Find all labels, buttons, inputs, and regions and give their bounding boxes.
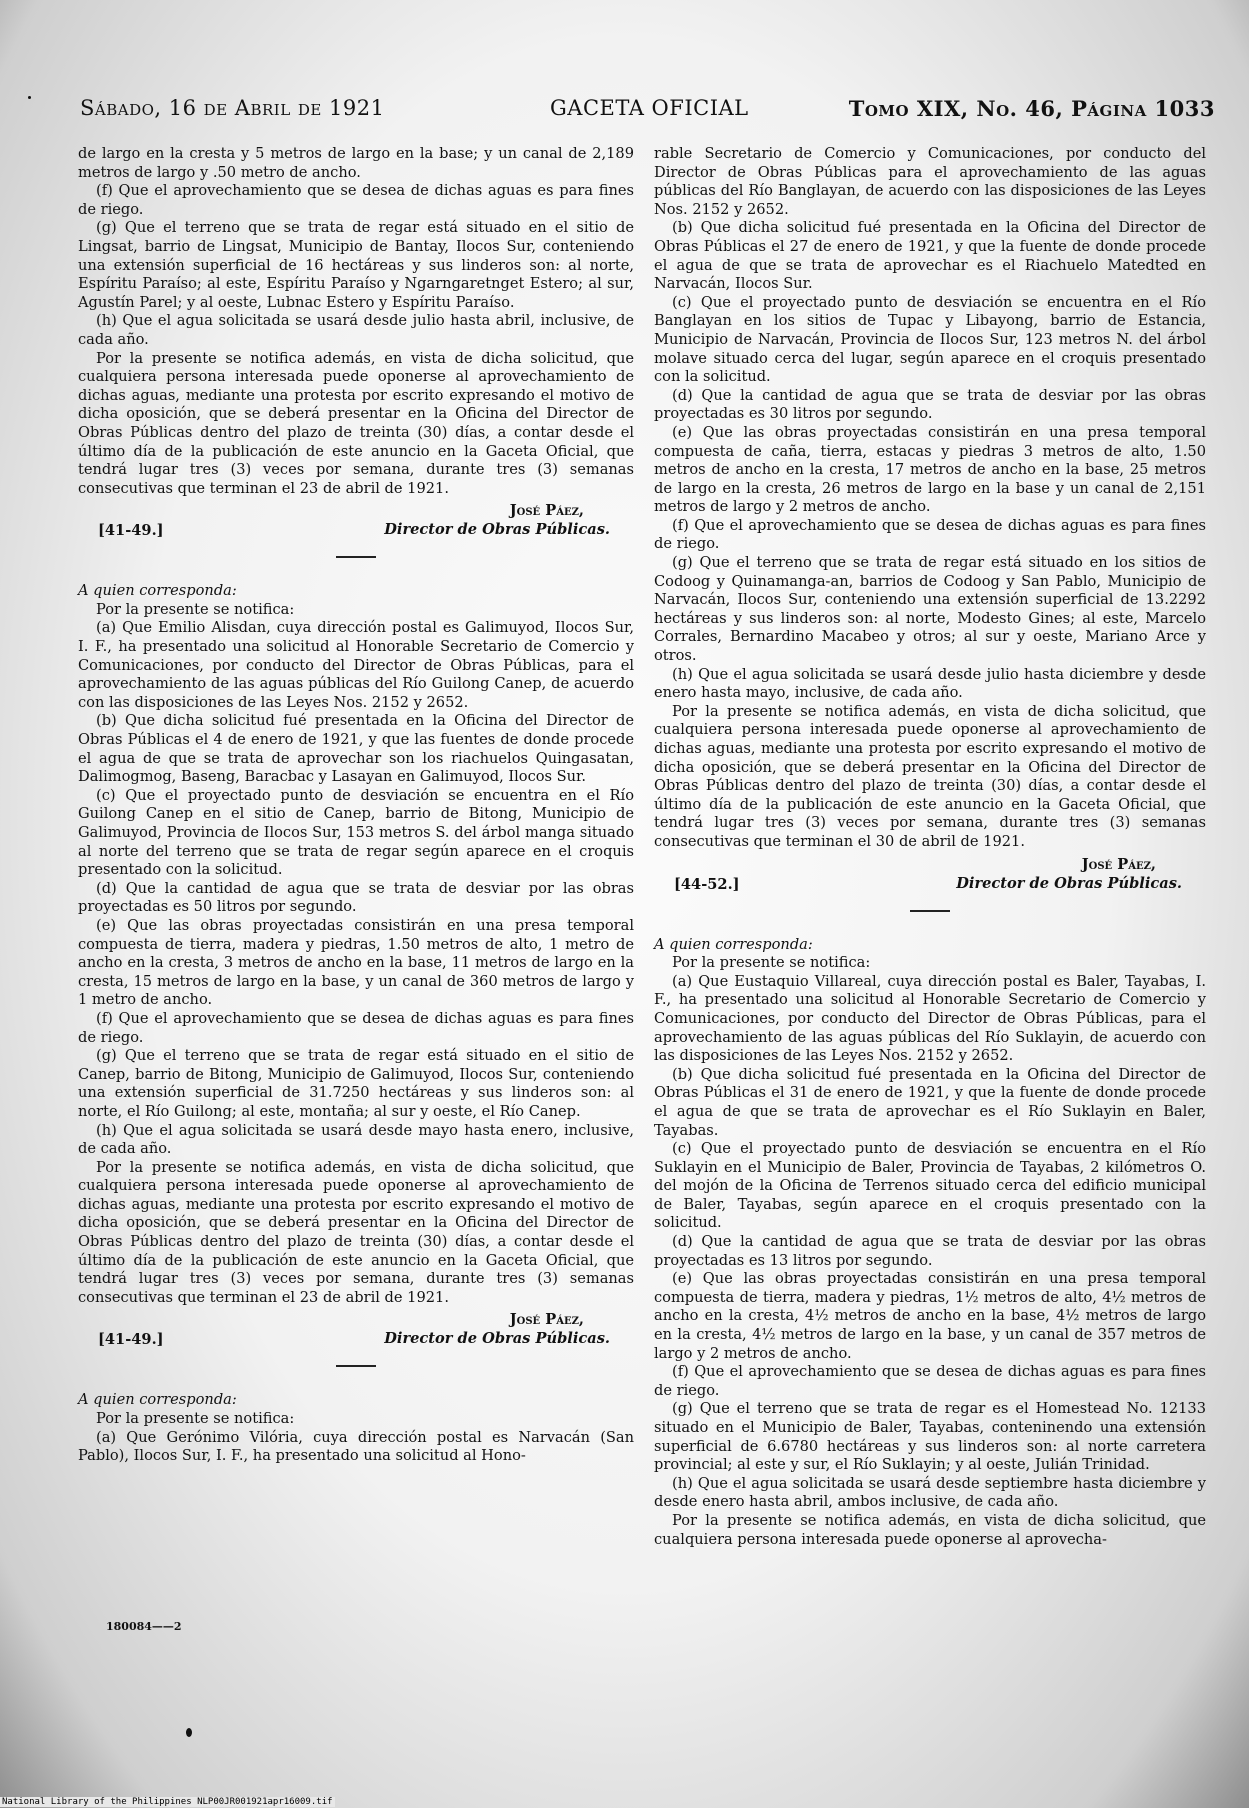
notice-paragraph: (g) Que el terreno que se trata de regar está situado en el sitio de Canep, barrio de Bitong, Municipio de Galimuyod, Ilocos Sur, conteniendo una extensión superficial de 31.7250 hectáreas y sus linderos son: al norte, el Río Guilong; al este, montaña; al sur y oeste, el Río Canep. — [78, 1047, 634, 1120]
notice-paragraph: (h) Que el agua solicitada se usará desde mayo hasta enero, inclusive, de cada año. — [78, 1121, 634, 1158]
signature-block — [654, 856, 1206, 902]
notice-paragraph: (c) Que el proyectado punto de desviación se encuentra en el Río Guilong Canep en el sitio de Canep, barrio de Bitong, Municipio de Galimuyod, Provincia de Ilocos Sur, 153 metros S. del árbol manga situado al norte del terreno que se trata de regar según aparece en el croquis presentado con la solicitud. — [78, 786, 634, 879]
signature-block — [78, 502, 634, 548]
notice-salutation: A quien corresponda: — [78, 582, 237, 600]
notice-paragraph: (f) Que el aprovechamiento que se desea de dichas aguas es para fines de riego. — [78, 182, 634, 218]
notice-paragraph: (f) Que el aprovechamiento que se desea de dichas aguas es para fines de riego. — [78, 1009, 634, 1046]
notice-paragraph: Por la presente se notifica además, en vista de dicha solicitud, que cualquiera persona interesada puede oponerse al aprovechamiento de dichas aguas, mediante una protesta por escrito expresando el motivo de dicha oposición, que se deberá presentar en la Oficina del Director de Obras Públicas dentro del plazo de treinta (30) días, a contar desde el último día de la publicación de este anuncio en la Gaceta Oficial, que tendrá lugar tres (3) veces por semana, durante tres (3) semanas consecutivas que terminan el 30 de abril de 1921. — [654, 702, 1206, 850]
notice-salutation: A quien corresponda: — [78, 1391, 237, 1409]
section-divider — [336, 556, 376, 558]
notice-paragraph: Por la presente se notifica además, en vista de dicha solicitud, que cualquiera persona interesada puede oponerse al aprovecha- — [654, 1511, 1206, 1548]
notice-paragraph: Por la presente se notifica además, en vista de dicha solicitud, que cualquiera persona interesada puede oponerse al aprovechamiento de dichas aguas, mediante una protesta por escrito expresando el motivo de dicha oposición, que se deberá presentar en la Oficina del Director de Obras Públicas dentro del plazo de treinta (30) días, a contar desde el último día de la publicación de este anuncio en la Gaceta Oficial, que tendrá lugar tres (3) veces por semana, durante tres (3) semanas consecutivas que terminan el 23 de abril de 1921. — [78, 1158, 634, 1306]
left-column — [78, 145, 634, 1466]
notice-salutation: A quien corresponda: — [654, 935, 813, 953]
ink-speck — [186, 1728, 192, 1737]
signatory-title: Director de Obras Públicas. — [956, 874, 1182, 892]
notice-paragraph: (h) Que el agua solicitada se usará desde septiembre hasta diciembre y desde enero hasta abril, ambos inclusive, de cada año. — [654, 1474, 1206, 1511]
notice-paragraph: (g) Que el terreno que se trata de regar está situado en el sitio de Lingsat, barrio de Lingsat, Municipio de Bantay, Ilocos Sur, conteniendo una extensión superficial de 16 hectáreas y sus linderos son: al norte, Espíritu Paraíso; al este, Espíritu Paraíso y Ngarngaretnget Estero; al sur, Agustín Parel; y al oeste, Lubnac Estero y Espíritu Paraíso. — [78, 219, 634, 311]
publication-reference: [41-49.] — [98, 522, 164, 540]
ink-speck — [28, 96, 31, 99]
notice-paragraph: (b) Que dicha solicitud fué presentada en la Oficina del Director de Obras Públicas el 4 de enero de 1921, y que las fuentes de donde procede el agua de que se trata de aprovechar son los riachuelos Quingasatan, Dalimogmog, Baseng, Baracbac y Lasayan en Galimuyod, Ilocos Sur. — [78, 712, 634, 786]
archive-footer-label: National Library of the Philippines NLP00JR001921apr16009.tif — [2, 1797, 333, 1807]
header-publication-title: GACETA OFICIAL — [550, 96, 749, 120]
notice-paragraph: (c) Que el proyectado punto de desviación se encuentra en el Río Banglayan en los sitios de Tupac y Libayong, barrio de Estancia, Municipio de Narvacán, Provincia de Ilocos Sur, 123 metros N. del árbol molave situado cerca del lugar, según aparece en el croquis presentado con la solicitud. — [654, 293, 1206, 386]
notice-paragraph: (d) Que la cantidad de agua que se trata de desviar por las obras proyectadas es 13 litros por segundo. — [654, 1233, 1206, 1269]
notice-intro: Por la presente se notifica: — [96, 1410, 295, 1428]
signature-block — [78, 1311, 634, 1357]
notice-paragraph: (d) Que la cantidad de agua que se trata de desviar por las obras proyectadas es 50 litros por segundo. — [78, 879, 634, 916]
signatory-name: José Páez, — [1081, 855, 1156, 873]
publication-reference: [44-52.] — [674, 875, 740, 893]
right-column — [654, 145, 1206, 1549]
notice-paragraph: (h) Que el agua solicitada se usará desde julio hasta abril, inclusive, de cada año. — [78, 312, 634, 348]
notice-paragraph: (e) Que las obras proyectadas consistirán en una presa temporal compuesta de tierra, madera y piedras, 1½ metros de alto, 4½ metros de ancho en la cresta, 4½ metros de ancho en la base, 4½ metros de largo en la cresta, 4½ metros de largo en la base, y un canal de 357 metros de largo y 2 metros de ancho. — [654, 1270, 1206, 1362]
notice-paragraph: (e) Que las obras proyectadas consistirán en una presa temporal compuesta de tierra, madera y piedras, 1.50 metros de alto, 1 metro de ancho en la cresta, 3 metros de ancho en la base, 11 metros de largo en la cresta, 15 metros de largo en la base, y un canal de 360 metros de largo y 1 metro de ancho. — [78, 916, 634, 1009]
section-divider — [336, 1365, 376, 1367]
notice-paragraph: (a) Que Emilio Alisdan, cuya dirección postal es Galimuyod, Ilocos Sur, I. F., ha presentado una solicitud al Honorable Secretario de Comercio y Comunicaciones, por conducto del Director de Obras Públicas, para el aprovechamiento de las aguas públicas del Río Guilong Canep, de acuerdo con las disposiciones de las Leyes Nos. 2152 y 2652. — [78, 619, 634, 711]
header-date: Sábado, 16 de Abril de 1921 — [80, 96, 385, 120]
notice-paragraph: (h) Que el agua solicitada se usará desde julio hasta diciembre y desde enero hasta mayo, inclusive, de cada año. — [654, 665, 1206, 702]
notice-intro: Por la presente se notifica: — [96, 600, 295, 618]
signatory-name: José Páez, — [509, 502, 584, 520]
notice-paragraph: (a) Que Eustaquio Villareal, cuya dirección postal es Baler, Tayabas, I. F., ha presentado una solicitud al Honorable Secretario de Comercio y Comunicaciones, por conducto del Director de Obras Públicas, para el aprovechamiento de las aguas públicas del Río Suklayin, de acuerdo con las disposiciones de las Leyes Nos. 2152 y 2652. — [654, 972, 1206, 1065]
notice-paragraph: rable Secretario de Comercio y Comunicaciones, por conducto del Director de Obras Públicas para el aprovechamiento de las aguas públicas del Río Banglayan, de acuerdo con las disposiciones de las Leyes Nos. 2152 y 2652. — [654, 145, 1206, 218]
notice-paragraph: Por la presente se notifica además, en vista de dicha solicitud, que cualquiera persona interesada puede oponerse al aprovechamiento de dichas aguas, mediante una protesta por escrito expresando el motivo de dicha oposición, que se deberá presentar en la Oficina del Director de Obras Públicas dentro del plazo de treinta (30) días, a contar desde el último día de la publicación de este anuncio en la Gaceta Oficial, que tendrá lugar tres (3) veces por semana, durante tres (3) semanas consecutivas que terminan el 23 de abril de 1921. — [78, 349, 634, 497]
page-header — [80, 96, 1215, 130]
notice-paragraph: (f) Que el aprovechamiento que se desea de dichas aguas es para fines de riego. — [654, 516, 1206, 553]
notice-intro: Por la presente se notifica: — [672, 954, 871, 972]
notice-paragraph: (d) Que la cantidad de agua que se trata de desviar por las obras proyectadas es 30 litros por segundo. — [654, 386, 1206, 423]
section-divider — [910, 910, 950, 912]
notice-paragraph: (c) Que el proyectado punto de desviación se encuentra en el Río Suklayin en el Municipio de Baler, Provincia de Tayabas, 2 kilómetros O. del mojón de la Oficina de Terrenos situado cerca del edificio municipal de Baler, Tayabas, según aparece en el croquis presentado con la solicitud. — [654, 1140, 1206, 1232]
signatory-title: Director de Obras Públicas. — [384, 1330, 610, 1348]
signatory-title: Director de Obras Públicas. — [384, 521, 610, 539]
notice-paragraph: (b) Que dicha solicitud fué presentada en la Oficina del Director de Obras Públicas el 27 de enero de 1921, y que la fuente de donde procede el agua de que se trata de aprovechar es el Riachuelo Matedted en Narvacán, Ilocos Sur. — [654, 219, 1206, 293]
notice-paragraph: (e) Que las obras proyectadas consistirán en una presa temporal compuesta de caña, tierra, estacas y piedras 3 metros de alto, 1.50 metros de ancho en la cresta, 17 metros de ancho en la base, 25 metros de largo en la cresta, 26 metros de largo en la base y un canal de 2,151 metros de largo y 2 metros de ancho. — [654, 423, 1206, 516]
notice-paragraph: (g) Que el terreno que se trata de regar está situado en los sitios de Codoog y Quinamanga-an, barrios de Codoog y San Pablo, Municipio de Narvacán, Ilocos Sur, conteniendo una extensión superficial de 13.2292 hectáreas y sus linderos son: al norte, Modesto Gines; al este, Marcelo Corrales, Bernardino Macabeo y otros; al sur y oeste, Mariano Arce y otros. — [654, 554, 1206, 665]
notice-paragraph: (b) Que dicha solicitud fué presentada en la Oficina del Director de Obras Públicas el 31 de enero de 1921, y que la fuente de donde procede el agua de que se trata de aprovechar es el Río Suklayin en Baler, Tayabas. — [654, 1065, 1206, 1139]
signatory-name: José Páez, — [509, 1311, 584, 1329]
publication-reference: [41-49.] — [98, 1331, 164, 1349]
notice-paragraph: (g) Que el terreno que se trata de regar es el Homestead No. 12133 situado en el Municipio de Baler, Tayabas, conteninendo una extensión superficial de 6.6780 hectáreas y sus linderos son: al norte carretera provincial; al este y sur, el Río Suklayin; y al oeste, Julián Trinidad. — [654, 1400, 1206, 1474]
header-volume-page: Tomo XIX, No. 46, Página 1033 — [848, 96, 1215, 121]
print-mark: 180084——2 — [106, 1620, 182, 1633]
notice-paragraph: de largo en la cresta y 5 metros de largo en la base; y un canal de 2,189 metros de largo y .50 metro de ancho. — [78, 145, 634, 181]
notice-paragraph: (a) Que Gerónimo Vilória, cuya dirección postal es Narvacán (San Pablo), Ilocos Sur, I. F., ha presentado una solicitud al Hono- — [78, 1428, 634, 1465]
notice-paragraph: (f) Que el aprovechamiento que se desea de dichas aguas es para fines de riego. — [654, 1363, 1206, 1399]
